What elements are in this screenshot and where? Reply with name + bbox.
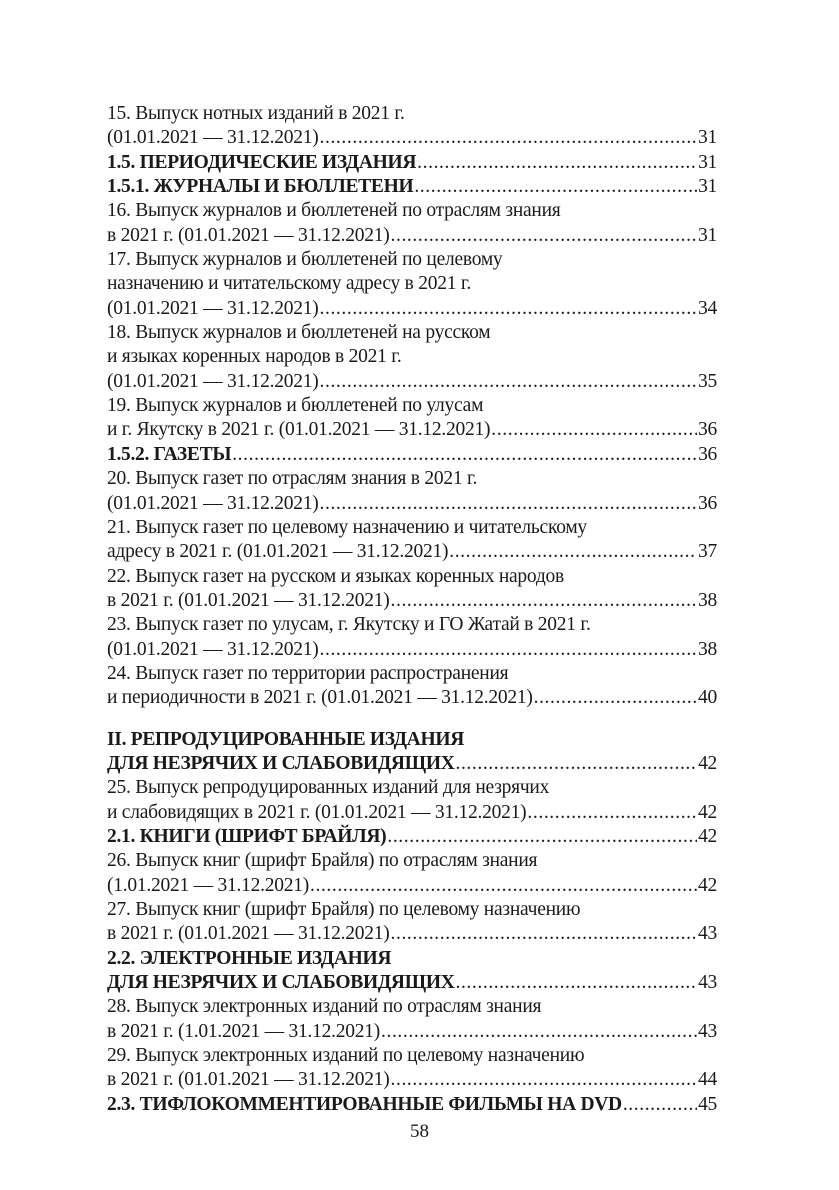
toc-entry-title: 1.5. ПЕРИОДИЧЕСКИЕ ИЗДАНИЯ bbox=[107, 151, 417, 173]
toc-entry-title: 20. Выпуск газет по отраслям знания в 2021 г. bbox=[107, 468, 478, 490]
toc-line bbox=[107, 102, 717, 126]
toc-entry-title: 29. Выпуск электронных изданий по целевому назначению bbox=[107, 1045, 585, 1067]
toc-line bbox=[107, 613, 717, 637]
dot-leader bbox=[320, 126, 698, 150]
toc-entry-title: ДЛЯ НЕЗРЯЧИХ И СЛАБОВИДЯЩИХ bbox=[107, 972, 455, 994]
toc-page-number: 40 bbox=[698, 687, 717, 709]
page-number: 58 bbox=[410, 1121, 429, 1142]
toc-page-number: 31 bbox=[698, 224, 717, 246]
toc-entry-title: 16. Выпуск журналов и бюллетеней по отраслям знания bbox=[107, 200, 561, 222]
toc-entry[interactable] bbox=[107, 565, 717, 614]
toc-page-number: 45 bbox=[698, 1093, 717, 1115]
toc-entry-title: (01.01.2021 — 31.12.2021) bbox=[107, 492, 319, 514]
toc-line bbox=[107, 248, 717, 272]
toc-page-number: 42 bbox=[698, 825, 717, 847]
toc-line bbox=[107, 776, 717, 800]
toc-page-number: 44 bbox=[698, 1069, 717, 1091]
toc-entry-title: и периодичности в 2021 г. (01.01.2021 — 31.12.2021) bbox=[107, 687, 533, 709]
toc-entry-title: 19. Выпуск журналов и бюллетеней по улусам bbox=[107, 395, 484, 417]
toc-page-number: 43 bbox=[698, 923, 717, 945]
toc-line bbox=[107, 947, 717, 971]
toc-line bbox=[107, 516, 717, 540]
toc-entry[interactable] bbox=[107, 613, 717, 662]
toc-entry-title: ДЛЯ НЕЗРЯЧИХ И СЛАБОВИДЯЩИХ bbox=[107, 752, 455, 774]
toc-entry-title: назначению и читательскому адресу в 2021 г. bbox=[107, 273, 471, 295]
toc-entry-title: (01.01.2021 — 31.12.2021) bbox=[107, 127, 319, 149]
toc-entry-title: в 2021 г. (1.01.2021 — 31.12.2021) bbox=[107, 1020, 380, 1042]
dot-leader bbox=[391, 224, 698, 248]
toc-line bbox=[107, 662, 717, 686]
dot-leader bbox=[310, 874, 697, 898]
toc-line bbox=[107, 492, 717, 516]
toc-entry-title: 2.3. ТИФЛОКОММЕНТИРОВАННЫЕ ФИЛЬМЫ НА DVD bbox=[107, 1093, 622, 1115]
toc-line bbox=[107, 898, 717, 922]
toc-line bbox=[107, 370, 717, 394]
toc-line bbox=[107, 995, 717, 1019]
toc-line bbox=[107, 752, 717, 776]
toc-entry-title: 1.5.2. ГАЗЕТЫ bbox=[107, 443, 232, 465]
toc-entry-title: (1.01.2021 — 31.12.2021) bbox=[107, 874, 309, 896]
section-spacer bbox=[107, 711, 717, 728]
dot-leader bbox=[232, 443, 697, 467]
toc-line bbox=[107, 825, 717, 849]
toc-entry-title: 18. Выпуск журналов и бюллетеней на русском bbox=[107, 322, 491, 344]
dot-leader bbox=[320, 370, 698, 394]
toc-section-heading[interactable] bbox=[107, 825, 717, 849]
toc-line bbox=[107, 297, 717, 321]
toc-page-number: 43 bbox=[698, 1020, 717, 1042]
toc-line bbox=[107, 849, 717, 873]
toc-entry[interactable] bbox=[107, 1044, 717, 1093]
dot-leader bbox=[623, 1093, 697, 1117]
dot-leader bbox=[455, 752, 697, 776]
toc-page-number: 43 bbox=[698, 972, 717, 994]
toc-line bbox=[107, 467, 717, 491]
toc-page-number: 31 bbox=[698, 151, 717, 173]
toc-line bbox=[107, 922, 717, 946]
toc-entry-title: 15. Выпуск нотных изданий в 2021 г. bbox=[107, 103, 405, 124]
toc-entry-title: (01.01.2021 — 31.12.2021) bbox=[107, 370, 319, 392]
toc-page-number: 42 bbox=[698, 874, 717, 896]
dot-leader bbox=[491, 418, 697, 442]
toc-section-heading[interactable] bbox=[107, 175, 717, 199]
toc-entry[interactable] bbox=[107, 394, 717, 443]
toc-entry[interactable] bbox=[107, 995, 717, 1044]
toc-line bbox=[107, 443, 717, 467]
toc-page-number: 31 bbox=[698, 127, 717, 149]
toc-entry-title: и г. Якутску в 2021 г. (01.01.2021 — 31.12.2021) bbox=[107, 419, 491, 441]
dot-leader bbox=[387, 825, 697, 849]
toc-line bbox=[107, 394, 717, 418]
toc-page-number: 35 bbox=[698, 370, 717, 392]
toc-entry[interactable] bbox=[107, 467, 717, 516]
toc-line bbox=[107, 801, 717, 825]
toc-line bbox=[107, 971, 717, 995]
toc-entry-title: в 2021 г. (01.01.2021 — 31.12.2021) bbox=[107, 589, 390, 611]
toc-line bbox=[107, 321, 717, 345]
toc-line bbox=[107, 589, 717, 613]
toc-entry-title: 2.1. КНИГИ (ШРИФТ БРАЙЛЯ) bbox=[107, 825, 387, 847]
toc-entry[interactable] bbox=[107, 199, 717, 248]
toc-entry-title: 24. Выпуск газет по территории распространения bbox=[107, 662, 509, 684]
toc-line bbox=[107, 686, 717, 710]
toc-entry-title: 22. Выпуск газет на русском и языках коренных народов bbox=[107, 565, 564, 587]
toc-page-number: 36 bbox=[698, 492, 717, 514]
toc-section-heading[interactable] bbox=[107, 1093, 717, 1117]
dot-leader bbox=[391, 922, 698, 946]
toc-line bbox=[107, 874, 717, 898]
dot-leader bbox=[527, 801, 697, 825]
toc-page-number: 38 bbox=[698, 638, 717, 660]
toc-page-number: 31 bbox=[698, 176, 717, 198]
toc-entry[interactable] bbox=[107, 248, 717, 321]
dot-leader bbox=[391, 589, 698, 613]
toc-entry-title: 2.2. ЭЛЕКТРОННЫЕ ИЗДАНИЯ bbox=[107, 947, 392, 969]
dot-leader bbox=[449, 540, 697, 564]
dot-leader bbox=[320, 492, 698, 516]
dot-leader bbox=[455, 971, 697, 995]
toc-entry-title: (01.01.2021 — 31.12.2021) bbox=[107, 638, 319, 660]
toc-line bbox=[107, 728, 717, 752]
toc-entry-title: в 2021 г. (01.01.2021 — 31.12.2021) bbox=[107, 224, 390, 246]
toc-line bbox=[107, 345, 717, 369]
toc-line bbox=[107, 540, 717, 564]
toc-entry-title: и языках коренных народов в 2021 г. bbox=[107, 346, 402, 368]
toc-entry[interactable] bbox=[107, 849, 717, 898]
toc-page-number: 42 bbox=[698, 752, 717, 774]
toc-entry-title: 1.5.1. ЖУРНАЛЫ И БЮЛЛЕТЕНИ bbox=[107, 176, 414, 198]
toc-entry[interactable] bbox=[107, 776, 717, 825]
table-of-contents bbox=[107, 102, 717, 1117]
toc-entry-title: в 2021 г. (01.01.2021 — 31.12.2021) bbox=[107, 1069, 390, 1091]
toc-entry[interactable] bbox=[107, 321, 717, 394]
toc-entry-title: 25. Выпуск репродуцированных изданий для незрячих bbox=[107, 777, 550, 799]
toc-entry-title: и слабовидящих в 2021 г. (01.01.2021 — 31.12.2021) bbox=[107, 801, 527, 823]
toc-page-number: 37 bbox=[698, 541, 717, 563]
toc-entry-title: адресу в 2021 г. (01.01.2021 — 31.12.2021) bbox=[107, 541, 449, 563]
toc-entry-title: 26. Выпуск книг (шрифт Брайля) по отраслям знания bbox=[107, 850, 538, 872]
dot-leader bbox=[391, 1068, 698, 1092]
toc-line bbox=[107, 638, 717, 662]
toc-entry[interactable] bbox=[107, 516, 717, 565]
dot-leader bbox=[534, 686, 697, 710]
toc-entry-title: 23. Выпуск газет по улусам, г. Якутску и ГО Жатай в 2021 г. bbox=[107, 614, 591, 636]
dot-leader bbox=[320, 297, 698, 321]
toc-line bbox=[107, 199, 717, 223]
toc-line bbox=[107, 175, 717, 199]
toc-entry-title: (01.01.2021 — 31.12.2021) bbox=[107, 297, 319, 319]
dot-leader bbox=[320, 638, 698, 662]
dot-leader bbox=[417, 151, 697, 175]
toc-page-number: 34 bbox=[698, 297, 717, 319]
toc-line bbox=[107, 151, 717, 175]
toc-section-heading[interactable] bbox=[107, 443, 717, 467]
toc-line bbox=[107, 126, 717, 150]
toc-page-number: 36 bbox=[698, 443, 717, 465]
toc-entry[interactable] bbox=[107, 102, 717, 151]
toc-entry-title: II. РЕПРОДУЦИРОВАННЫЕ ИЗДАНИЯ bbox=[107, 728, 464, 750]
toc-line bbox=[107, 1093, 717, 1117]
toc-entry-title: 28. Выпуск электронных изданий по отраслям знания bbox=[107, 996, 542, 1018]
toc-line bbox=[107, 565, 717, 589]
toc-page-number: 42 bbox=[698, 801, 717, 823]
toc-line bbox=[107, 1068, 717, 1092]
toc-line bbox=[107, 224, 717, 248]
toc-entry-title: 17. Выпуск журналов и бюллетеней по целевому bbox=[107, 249, 503, 271]
toc-entry[interactable] bbox=[107, 662, 717, 711]
toc-entry-title: 27. Выпуск книг (шрифт Брайля) по целевому назначению bbox=[107, 899, 581, 920]
toc-entry[interactable] bbox=[107, 898, 717, 947]
toc-line bbox=[107, 1044, 717, 1068]
toc-entry-title: в 2021 г. (01.01.2021 — 31.12.2021) bbox=[107, 923, 390, 945]
toc-line bbox=[107, 418, 717, 442]
toc-entry-title: 21. Выпуск газет по целевому назначению и читательскому bbox=[107, 516, 587, 538]
toc-page-number: 36 bbox=[698, 419, 717, 441]
dot-leader bbox=[381, 1020, 697, 1044]
toc-section-heading[interactable] bbox=[107, 947, 717, 996]
toc-section-heading[interactable] bbox=[107, 728, 717, 777]
dot-leader bbox=[414, 175, 697, 199]
toc-section-heading[interactable] bbox=[107, 151, 717, 175]
toc-line bbox=[107, 272, 717, 296]
toc-page-number: 38 bbox=[698, 589, 717, 611]
toc-line bbox=[107, 1020, 717, 1044]
